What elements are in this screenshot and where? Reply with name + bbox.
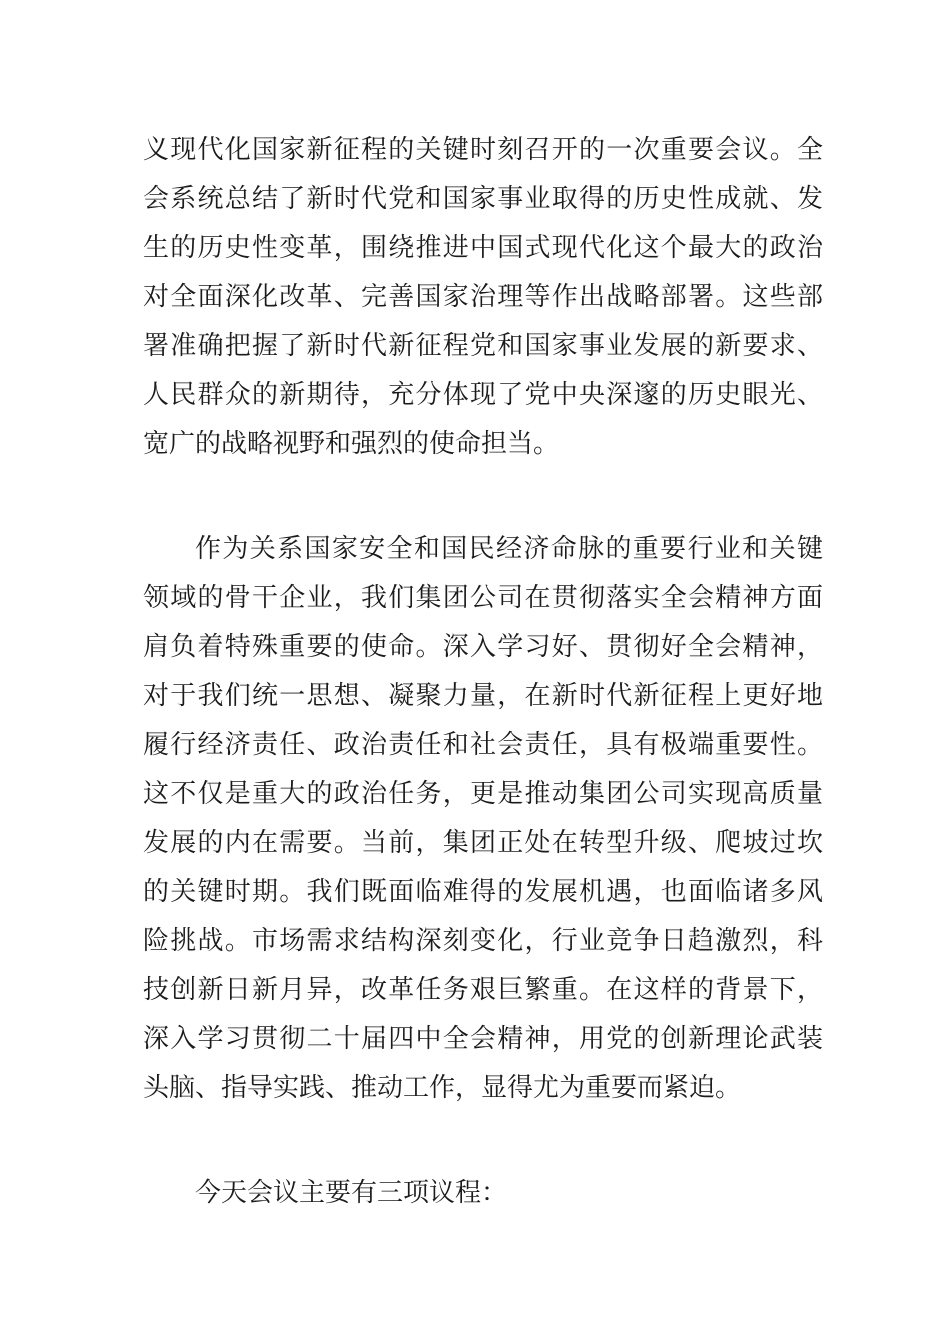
text-line: 履行经济责任、政治责任和社会责任，具有极端重要性。 [143, 730, 823, 759]
paragraph-1 [143, 125, 823, 468]
document-text-block [143, 125, 823, 1217]
text-line: 对于我们统一思想、凝聚力量，在新时代新征程上更好地 [143, 681, 823, 710]
paragraph-2 [143, 524, 823, 1112]
text-line: 会系统总结了新时代党和国家事业取得的历史性成就、发 [143, 184, 823, 213]
text-line: 领域的骨干企业，我们集团公司在贯彻落实全会精神方面 [143, 583, 823, 612]
text-line: 头脑、指导实践、推动工作，显得尤为重要而紧迫。 [143, 1073, 742, 1102]
text-line: 今天会议主要有三项议程： [195, 1178, 508, 1207]
text-line: 义现代化国家新征程的关键时刻召开的一次重要会议。全 [143, 135, 823, 164]
text-line: 人民群众的新期待，充分体现了党中央深邃的历史眼光、 [143, 380, 823, 409]
text-line: 这不仅是重大的政治任务，更是推动集团公司实现高质量 [143, 779, 823, 808]
paragraph-3 [143, 1168, 823, 1217]
text-line: 对全面深化改革、完善国家治理等作出战略部署。这些部 [143, 282, 823, 311]
text-line: 技创新日新月异，改革任务艰巨繁重。在这样的背景下， [143, 975, 823, 1004]
text-line: 生的历史性变革，围绕推进中国式现代化这个最大的政治 [143, 233, 823, 262]
text-line: 的关键时期。我们既面临难得的发展机遇，也面临诸多风 [143, 877, 823, 906]
text-line: 发展的内在需要。当前，集团正处在转型升级、爬坡过坎 [143, 828, 823, 857]
text-line: 肩负着特殊重要的使命。深入学习好、贯彻好全会精神， [143, 632, 823, 661]
text-line: 险挑战。市场需求结构深刻变化，行业竞争日趋激烈，科 [143, 926, 823, 955]
text-line: 宽广的战略视野和强烈的使命担当。 [143, 429, 560, 458]
text-line: 作为关系国家安全和国民经济命脉的重要行业和关键 [195, 534, 823, 563]
text-line: 深入学习贯彻二十届四中全会精神，用党的创新理论武装 [143, 1024, 823, 1053]
text-line: 署准确把握了新时代新征程党和国家事业发展的新要求、 [143, 331, 823, 360]
